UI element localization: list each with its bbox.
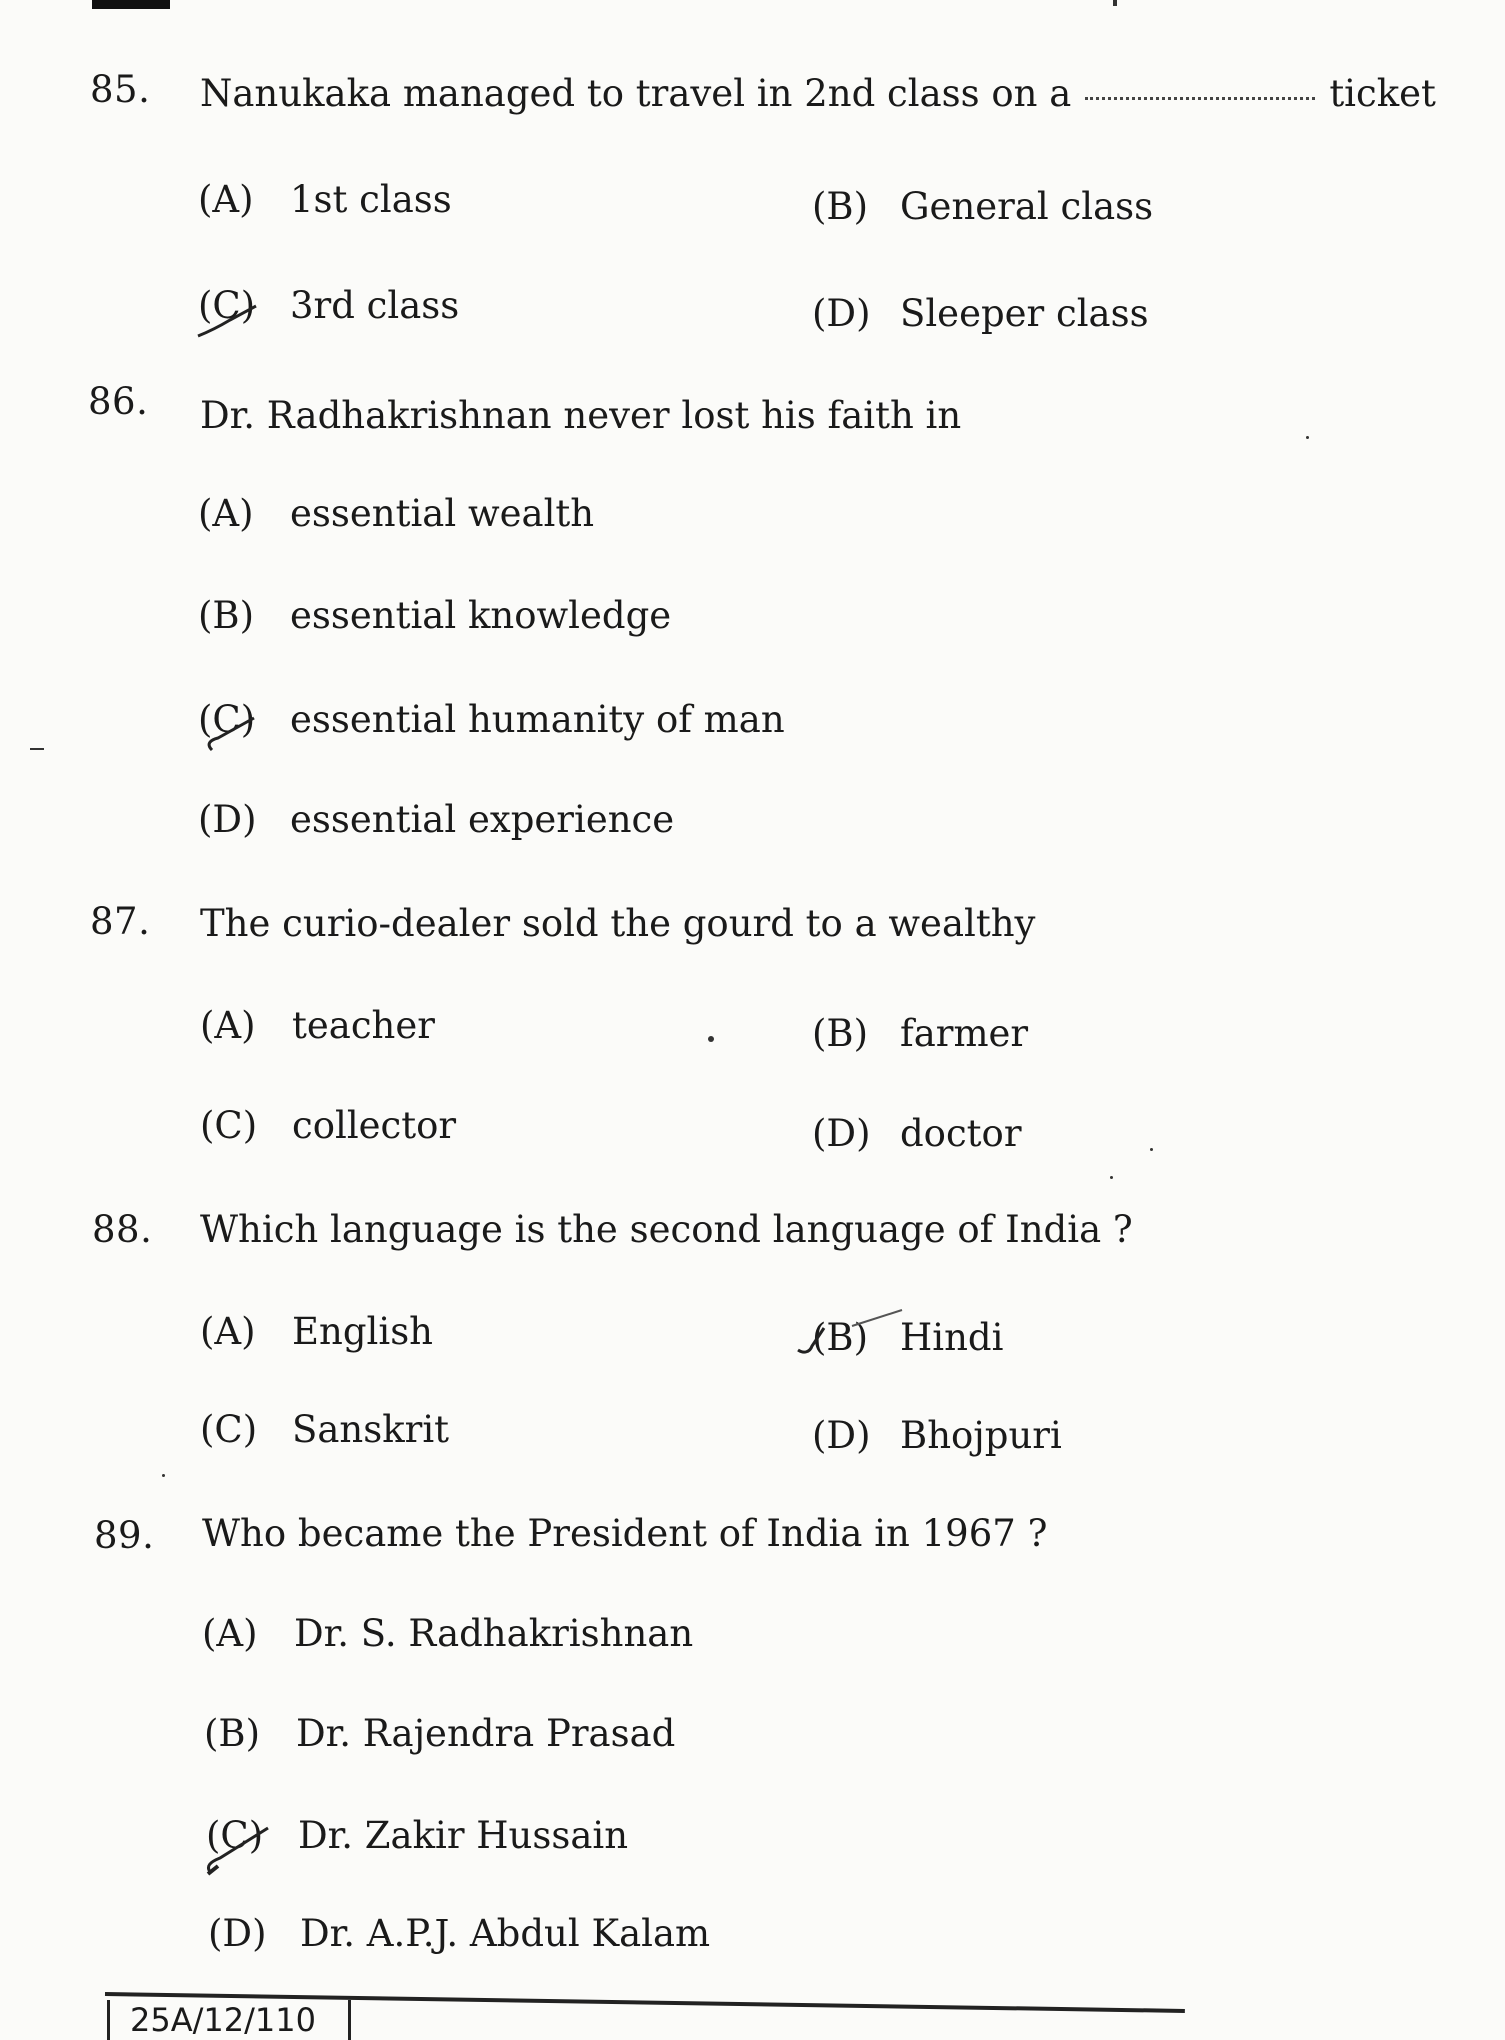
option-d: [812, 1414, 1062, 1457]
option-text: essential humanity of man: [290, 698, 785, 741]
option-letter: (B): [198, 594, 255, 637]
option-d: [208, 1912, 710, 1955]
option-letter: (A): [198, 492, 254, 535]
option-letter: (B): [204, 1712, 261, 1755]
option-text: Sanskrit: [292, 1408, 450, 1451]
option-text: collector: [292, 1104, 457, 1147]
option-b: [812, 185, 1153, 228]
question-text-after-blank: ticket: [1329, 72, 1436, 115]
option-letter: (B): [812, 1316, 869, 1359]
option-text: 3rd class: [290, 284, 460, 327]
option-text: Sleeper class: [900, 292, 1149, 335]
option-text: farmer: [900, 1012, 1029, 1055]
option-letter: (C): [200, 1408, 258, 1451]
option-a: [200, 1310, 433, 1353]
option-letter: (C): [206, 1814, 264, 1857]
question-number: 89.: [94, 1514, 155, 1557]
option-a: [202, 1612, 693, 1655]
option-text: Dr. Zakir Hussain: [298, 1814, 629, 1857]
question-text: Who became the President of India in 1967 ?: [202, 1512, 1048, 1555]
question-number: 88.: [92, 1208, 153, 1251]
option-c: [198, 698, 785, 741]
option-d: [198, 798, 674, 841]
option-b: [812, 1316, 1003, 1359]
option-text: Bhojpuri: [900, 1414, 1062, 1457]
option-b: [204, 1712, 675, 1755]
ink-speck: [1150, 1148, 1153, 1151]
option-c: [198, 284, 459, 327]
option-c: [200, 1104, 456, 1147]
ink-speck: [30, 748, 44, 750]
option-letter: (A): [198, 178, 254, 221]
answer-blank: [1085, 97, 1315, 100]
top-edge-mark: [1113, 0, 1117, 6]
option-letter: (B): [812, 185, 869, 228]
option-text: 1st class: [290, 178, 452, 221]
option-text: essential wealth: [290, 492, 595, 535]
option-text: essential knowledge: [290, 594, 672, 637]
option-letter: (A): [200, 1310, 256, 1353]
option-text: English: [292, 1310, 434, 1353]
option-c: [200, 1408, 449, 1451]
option-c: [206, 1814, 628, 1857]
option-d: [812, 1112, 1022, 1155]
question-number: 85.: [90, 68, 151, 111]
option-letter: (B): [812, 1012, 869, 1055]
ink-speck: [1110, 1176, 1113, 1179]
option-text: Dr. S. Radhakrishnan: [294, 1612, 694, 1655]
option-d: [812, 292, 1149, 335]
option-letter: (D): [812, 1112, 871, 1155]
option-a: [200, 1004, 435, 1047]
ink-speck: [162, 1474, 165, 1477]
option-b: [198, 594, 671, 637]
option-text: teacher: [292, 1004, 435, 1047]
option-letter: (D): [812, 1414, 871, 1457]
footer-paper-code: 25A/12/110: [107, 2000, 351, 2040]
option-letter: (C): [198, 698, 256, 741]
question-text: Dr. Radhakrishnan never lost his faith in: [200, 394, 962, 437]
option-a: [198, 492, 594, 535]
option-b: [812, 1012, 1028, 1055]
option-letter: (A): [202, 1612, 258, 1655]
option-text: essential experience: [290, 798, 675, 841]
question-number: 86.: [88, 380, 149, 423]
ink-speck: [1306, 436, 1309, 439]
option-text: doctor: [900, 1112, 1022, 1155]
option-text: Dr. A.P.J. Abdul Kalam: [300, 1912, 711, 1955]
option-letter: (A): [200, 1004, 256, 1047]
question-text: The curio-dealer sold the gourd to a wealthy: [200, 902, 1036, 945]
top-edge-bar: [92, 0, 170, 9]
question-text: Which language is the second language of India ?: [200, 1208, 1133, 1251]
option-letter: (C): [198, 284, 256, 327]
option-letter: (D): [198, 798, 257, 841]
ink-speck: [708, 1036, 714, 1042]
option-text: Hindi: [900, 1316, 1004, 1359]
question-number: 87.: [90, 900, 151, 943]
question-text: [200, 72, 1436, 115]
option-text: Dr. Rajendra Prasad: [296, 1712, 676, 1755]
option-letter: (D): [208, 1912, 267, 1955]
option-letter: (D): [812, 292, 871, 335]
option-letter: (C): [200, 1104, 258, 1147]
option-a: [198, 178, 452, 221]
question-text-before-blank: Nanukaka managed to travel in 2nd class on a: [200, 72, 1072, 115]
option-text: General class: [900, 185, 1154, 228]
